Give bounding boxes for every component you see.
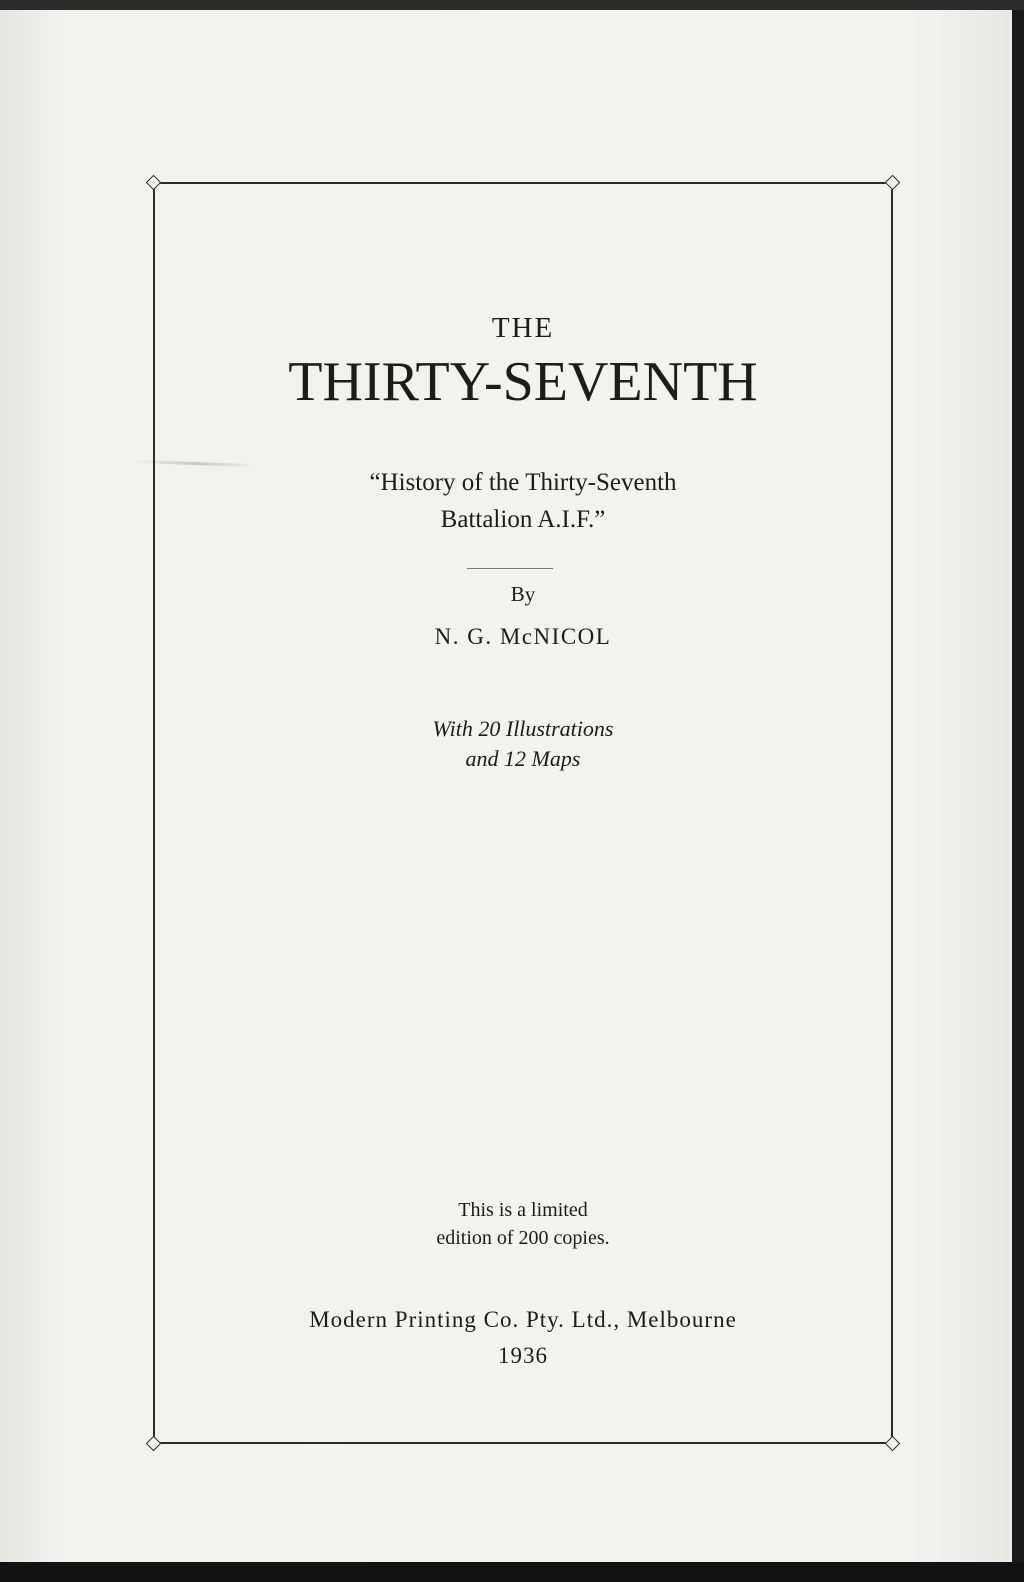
book-title: THIRTY-SEVENTH (288, 351, 758, 413)
divider-rule (467, 568, 553, 569)
scan-top-edge (0, 0, 1024, 10)
subtitle-line: “History of the Thirty-Seventh (369, 469, 677, 496)
publisher-name: Modern Printing Co. Pty. Ltd., Melbourne (309, 1307, 737, 1332)
illustrations-line: and 12 Maps (465, 746, 581, 771)
corner-ornament-icon (885, 175, 901, 191)
by-label: By (510, 582, 536, 606)
limited-line: edition of 200 copies. (436, 1227, 610, 1249)
limited-edition-note (155, 1196, 891, 1252)
publication-year: 1936 (498, 1343, 548, 1368)
illustrations-line: With 20 Illustrations (432, 716, 614, 741)
corner-ornament-icon (146, 1436, 162, 1452)
imprint (155, 1302, 891, 1374)
pre-title: THE (491, 312, 555, 344)
book-page (0, 10, 1012, 1562)
corner-ornament-icon (885, 1436, 901, 1452)
book-subtitle (155, 464, 891, 538)
subtitle-line: Battalion A.I.F.” (440, 506, 606, 533)
corner-ornament-icon (146, 175, 162, 191)
scan-bottom-edge (0, 1562, 1024, 1582)
illustrations-note (155, 714, 891, 774)
title-border-frame (153, 182, 893, 1444)
limited-line: This is a limited (458, 1199, 588, 1221)
author-name: N. G. McNICOL (434, 624, 612, 649)
